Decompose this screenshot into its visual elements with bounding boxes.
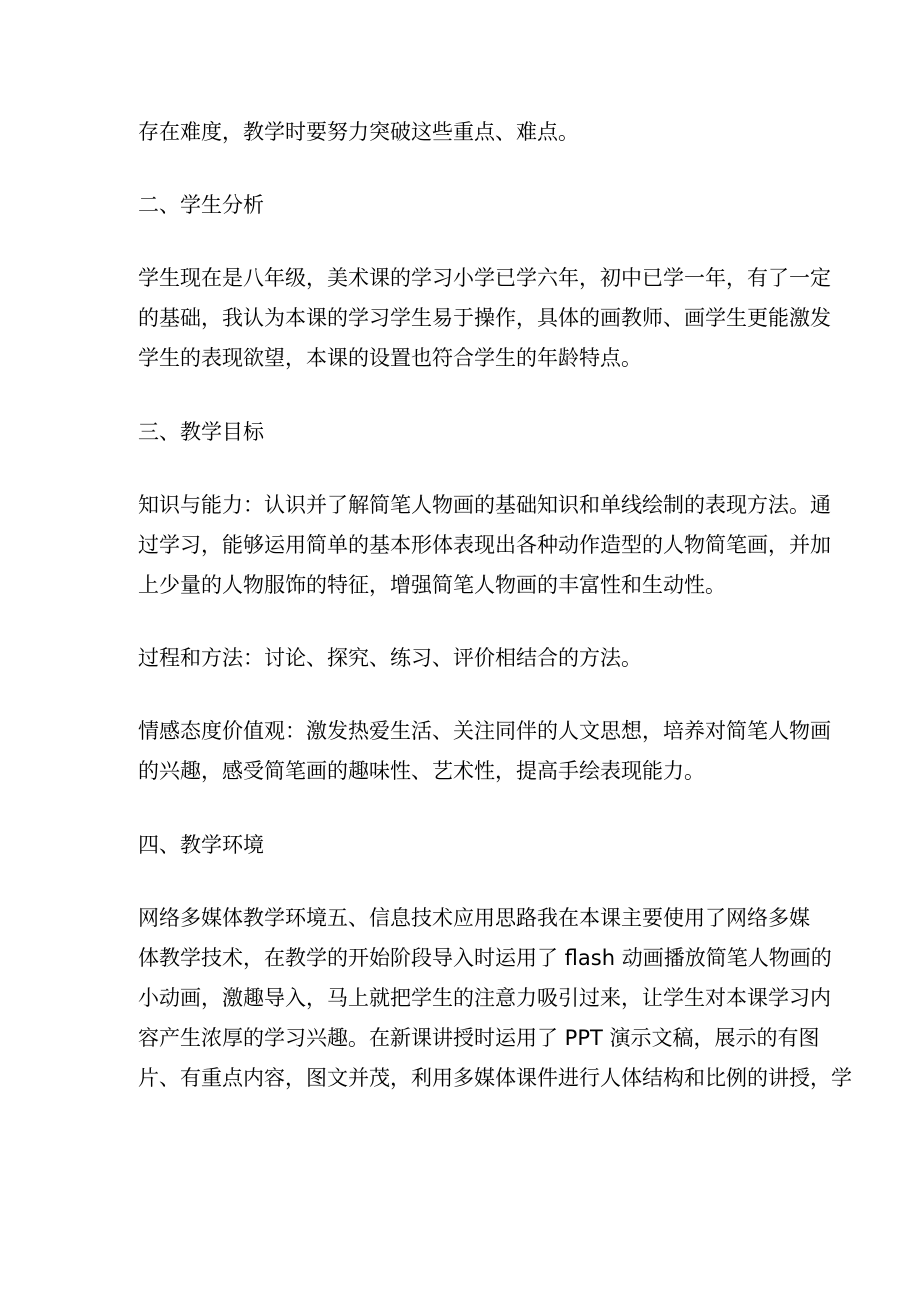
- section-heading: 二、学生分析: [138, 193, 264, 217]
- paragraph-teaching-environment: [138, 898, 852, 1098]
- text-line: 知识与能力：认识并了解简笔人物画的基础知识和单线绘制的表现方法。通: [138, 493, 831, 517]
- paragraph-student-analysis: [138, 258, 831, 378]
- paragraph-process-method: [138, 638, 790, 678]
- text-line: 网络多媒体教学环境五、信息技术应用思路我在本课主要使用了网络多媒: [138, 906, 810, 930]
- document-body: [138, 112, 852, 1098]
- text-line: 片、有重点内容，图文并茂，利用多媒体课件进行人体结构和比例的讲授，学: [138, 1066, 852, 1090]
- text-line: 的基础，我认为本课的学习学生易于操作，具体的画教师、画学生更能激发: [138, 306, 831, 330]
- text-line: 学生的表现欲望，本课的设置也符合学生的年龄特点。: [138, 346, 642, 370]
- section-heading: 三、教学目标: [138, 420, 264, 444]
- heading-teaching-environment: [138, 825, 790, 865]
- text-line: 上少量的人物服饰的特征，增强简笔人物画的丰富性和生动性。: [138, 573, 726, 597]
- text-line: 体教学技术，在教学的开始阶段导入时运用了 flash 动画播放简笔人物画的: [138, 946, 832, 970]
- paragraph-emotion-values: [138, 711, 831, 791]
- text-line: 小动画，激趣导入，马上就把学生的注意力吸引过来，让学生对本课学习内: [138, 986, 831, 1010]
- text-line: 存在难度，教学时要努力突破这些重点、难点。: [138, 120, 579, 144]
- section-heading: 四、教学环境: [138, 833, 264, 857]
- text-line: 学生现在是八年级，美术课的学习小学已学六年，初中已学一年，有了一定: [138, 266, 831, 290]
- paragraph-knowledge-ability: [138, 485, 831, 605]
- heading-teaching-goals: [138, 412, 790, 452]
- text-line: 容产生浓厚的学习兴趣。在新课讲授时运用了 PPT 演示文稿，展示的有图: [138, 1026, 820, 1050]
- paragraph-difficulty: [138, 112, 790, 152]
- heading-student-analysis: [138, 185, 790, 225]
- text-line: 情感态度价值观：激发热爱生活、关注同伴的人文思想，培养对简笔人物画: [138, 719, 831, 743]
- text-line: 的兴趣，感受简笔画的趣味性、艺术性，提高手绘表现能力。: [138, 759, 705, 783]
- text-line: 过程和方法：讨论、探究、练习、评价相结合的方法。: [138, 646, 642, 670]
- text-line: 过学习，能够运用简单的基本形体表现出各种动作造型的人物简笔画，并加: [138, 533, 831, 557]
